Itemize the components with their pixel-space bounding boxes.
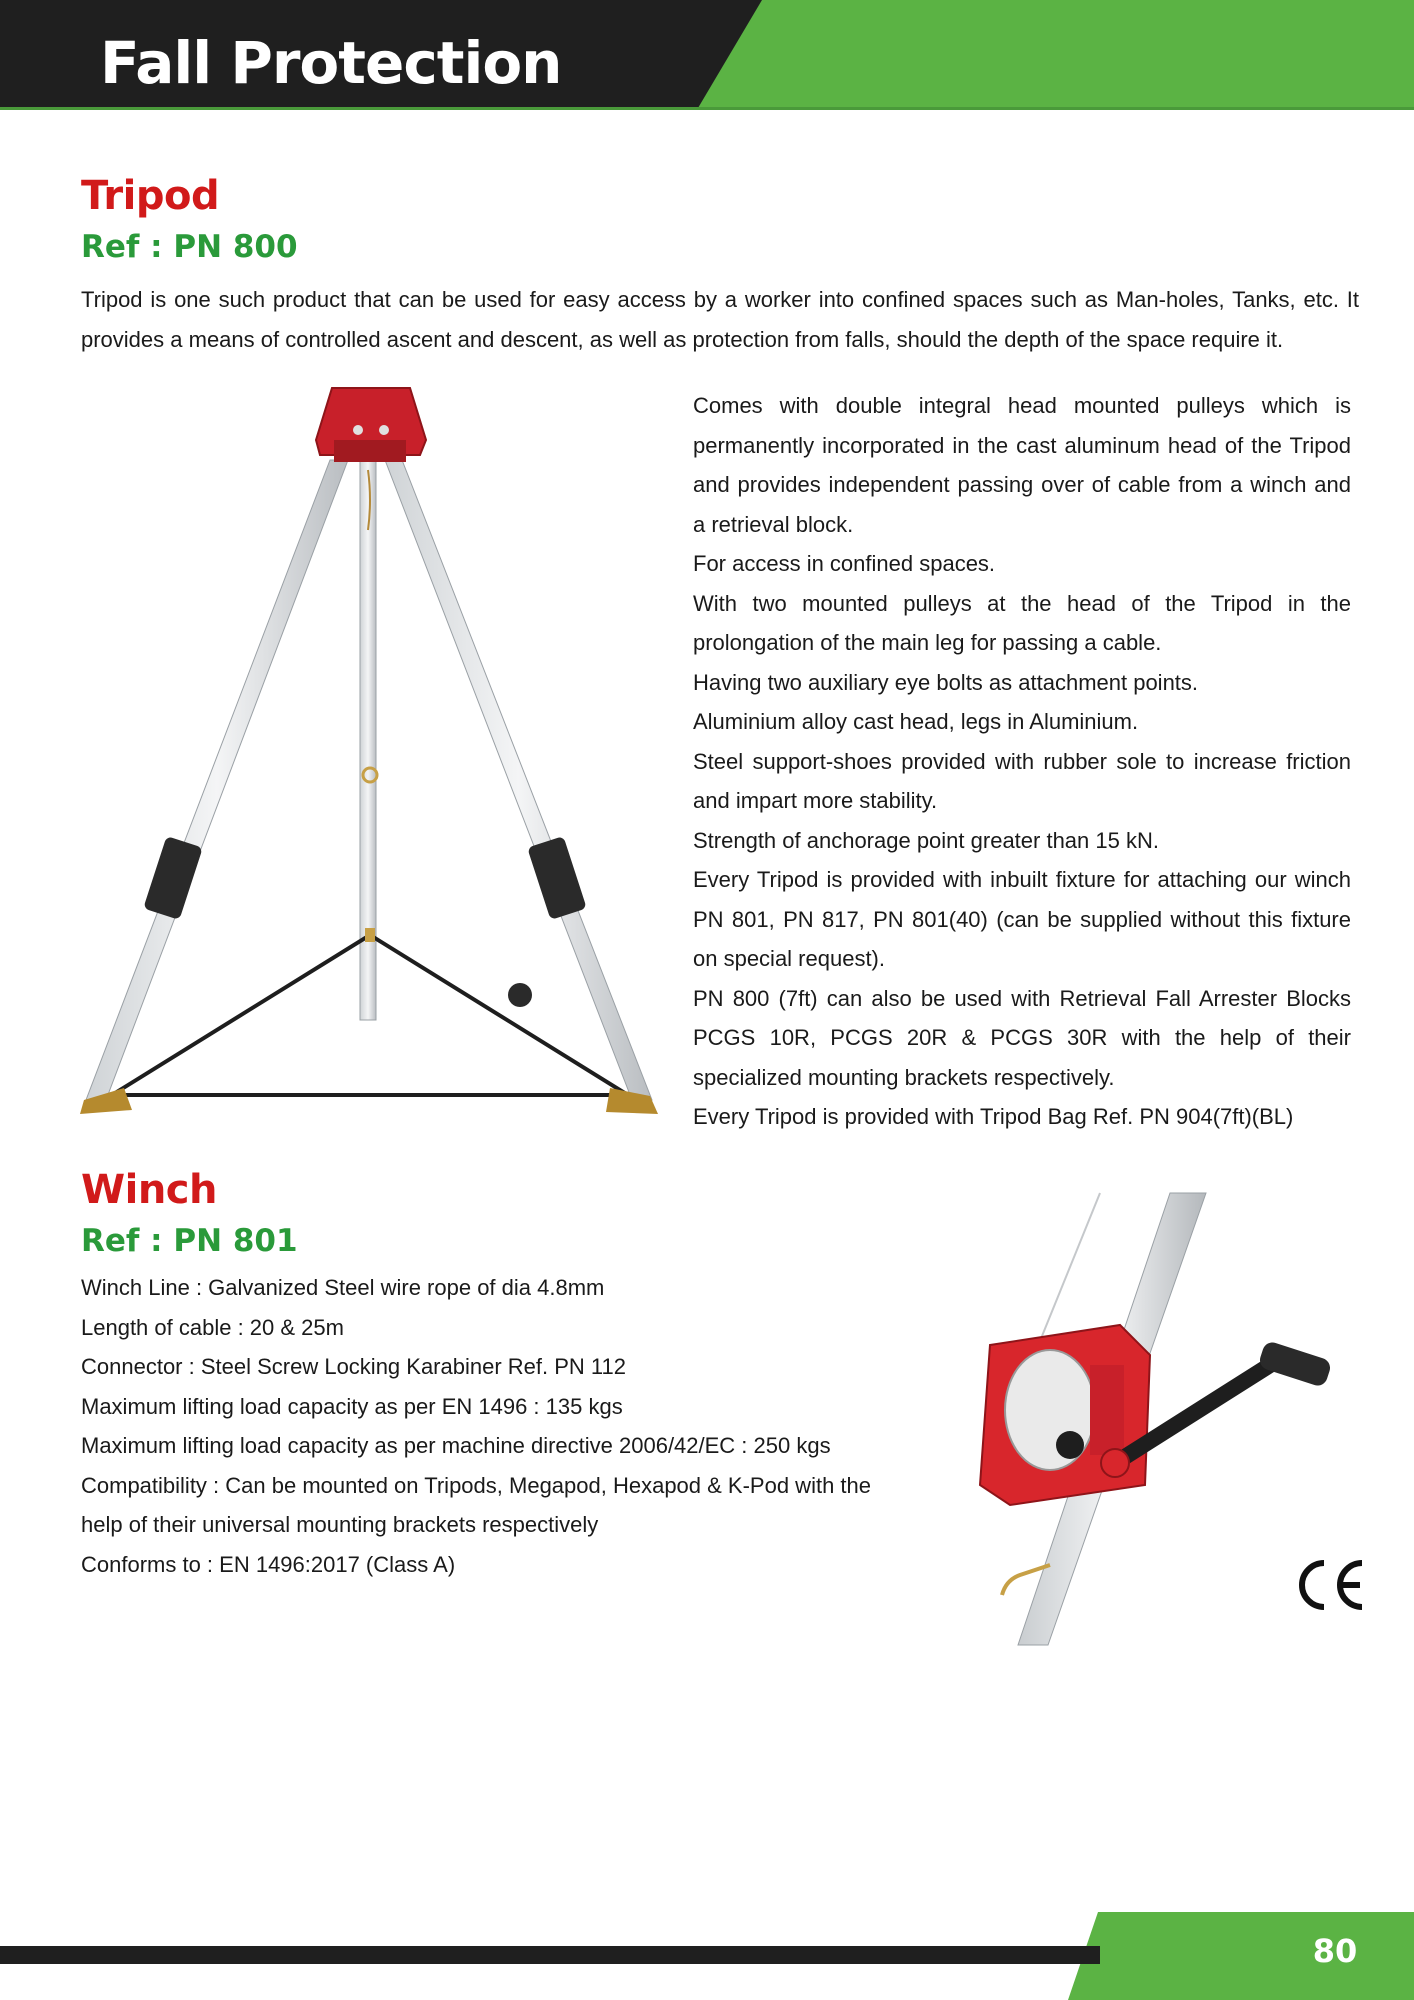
tripod-feature-item: Having two auxiliary eye bolts as attachment points. [693,669,1199,695]
winch-spec-item: Maximum lifting load capacity as per machine directive 2006/42/EC : 250 kgs [81,1433,831,1458]
ce-mark-icon [1290,1555,1370,1615]
winch-spec-item: Winch Line : Galvanized Steel wire rope of dia 4.8mm [81,1275,605,1300]
tripod-product-image [80,380,660,1120]
tripod-feature-item: Steel support-shoes provided with rubber sole to increase friction and impart more stability. [693,748,1351,813]
tripod-feature-item: Every Tripod is provided with Tripod Bag Ref. PN 904(7ft)(BL) [693,1104,1294,1129]
winch-spec-item: Length of cable : 20 & 25m [81,1314,344,1340]
tripod-ref: Ref : PN 800 [81,229,298,265]
tripod-feature-list [693,386,1351,1137]
tripod-intro-text: Tripod is one such product that can be used for easy access by a worker into confined spaces such as Man-holes, Tanks, etc. It provides a means of controlled ascent and descent, as well as protection from falls, should the depth of the space require it. [81,287,1359,352]
winch-spec-item: Compatibility : Can be mounted on Tripods, Megapod, Hexapod & K-Pod with the help of their universal mounting brackets respectively [81,1472,872,1537]
header-rule [0,107,1414,110]
winch-spec-item: Connector : Steel Screw Locking Karabiner Ref. PN 112 [81,1354,626,1379]
tripod-feature-item: With two mounted pulleys at the head of the Tripod in the prolongation of the main leg for passing a cable. [693,590,1351,655]
winch-ref: Ref : PN 801 [81,1223,298,1259]
tripod-title: Tripod [81,173,220,219]
tripod-feature-item: Comes with double integral head mounted pulleys which is permanently incorporated in the cast aluminum head of the Tripod and provides independent passing over of cable from a winch and a retrieval block. [693,393,1351,537]
winch-spec-item: Conforms to : EN 1496:2017 (Class A) [81,1551,456,1577]
tripod-feature-item: For access in confined spaces. [693,551,996,576]
winch-spec-item: Maximum lifting load capacity as per EN 1496 : 135 kgs [81,1393,623,1419]
winch-spec-list [81,1268,911,1584]
tripod-feature-item: PN 800 (7ft) can also be used with Retrieval Fall Arrester Blocks PCGS 10R, PCGS 20R & PCGS 30R with the help of their specialized mounting brackets respectively. [693,985,1351,1090]
tripod-feature-item: Aluminium alloy cast head, legs in Aluminium. [693,709,1139,734]
footer-band [0,1946,1100,1964]
tripod-intro [81,280,1359,359]
page-title: Fall Protection [100,29,562,97]
page-number: 80 [1312,1932,1358,1970]
tripod-feature-item: Every Tripod is provided with inbuilt fixture for attaching our winch PN 801, PN 817, PN 801(40) (can be supplied without this fixture on special request). [693,867,1351,971]
winch-title: Winch [81,1167,217,1213]
tripod-feature-item: Strength of anchorage point greater than 15 kN. [693,827,1159,853]
